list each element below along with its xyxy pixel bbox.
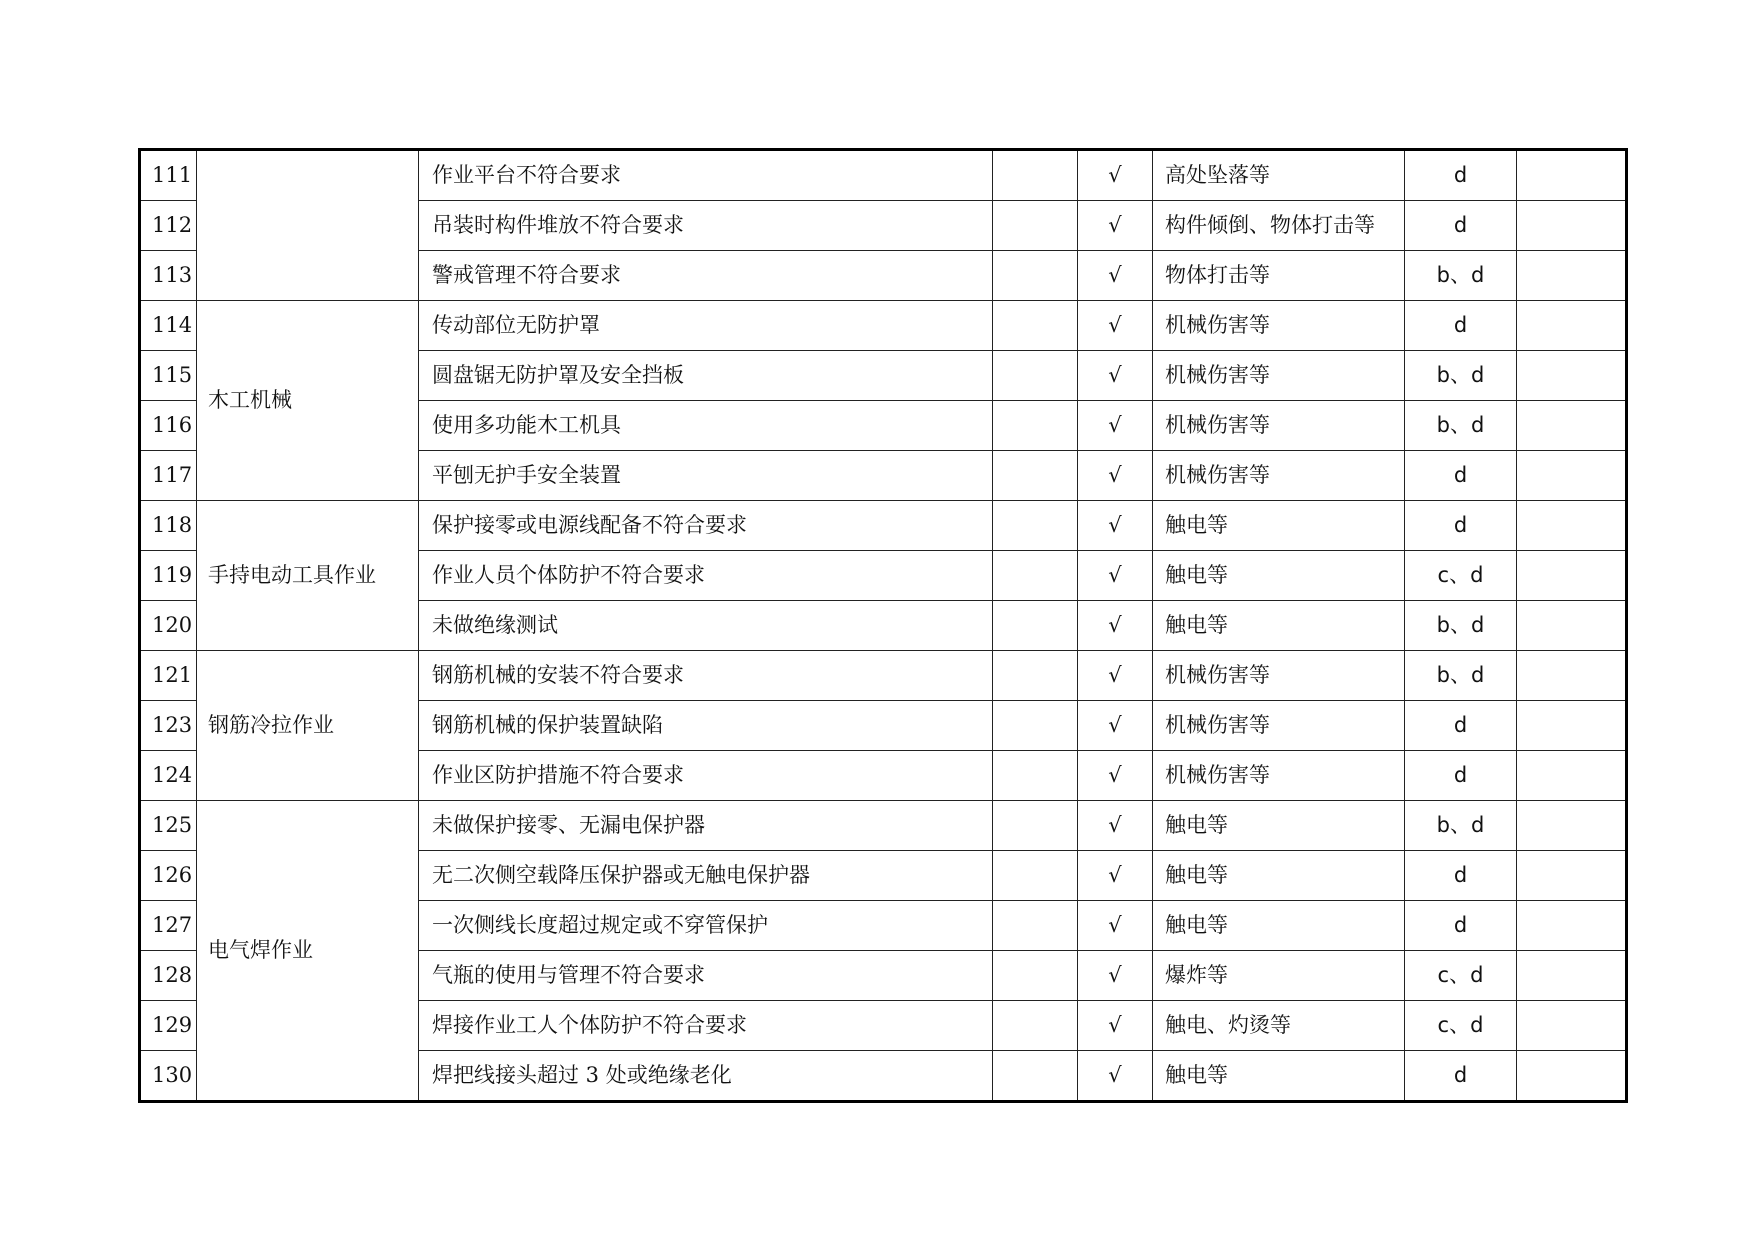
blank-cell <box>993 701 1078 751</box>
row-number: 114 <box>140 301 197 351</box>
row-number: 128 <box>140 951 197 1001</box>
row-number: 127 <box>140 901 197 951</box>
remark-cell <box>1517 851 1627 901</box>
check-mark: √ <box>1078 1001 1153 1051</box>
level-code: c、d <box>1405 1001 1517 1051</box>
blank-cell <box>993 201 1078 251</box>
hazard-item: 气瓶的使用与管理不符合要求 <box>419 951 993 1001</box>
check-mark: √ <box>1078 801 1153 851</box>
level-code: d <box>1405 451 1517 501</box>
remark-cell <box>1517 301 1627 351</box>
hazard-item: 平刨无护手安全装置 <box>419 451 993 501</box>
row-number: 125 <box>140 801 197 851</box>
row-number: 130 <box>140 1051 197 1102</box>
accident-type: 物体打击等 <box>1153 251 1405 301</box>
accident-type: 爆炸等 <box>1153 951 1405 1001</box>
accident-type: 机械伤害等 <box>1153 451 1405 501</box>
table-row <box>140 801 1627 851</box>
remark-cell <box>1517 551 1627 601</box>
row-number: 118 <box>140 501 197 551</box>
row-number: 111 <box>140 150 197 201</box>
remark-cell <box>1517 150 1627 201</box>
accident-type: 高处坠落等 <box>1153 150 1405 201</box>
remark-cell <box>1517 251 1627 301</box>
hazard-item: 作业平台不符合要求 <box>419 150 993 201</box>
remark-cell <box>1517 351 1627 401</box>
table-row <box>140 651 1627 701</box>
level-code: c、d <box>1405 551 1517 601</box>
hazard-item: 作业人员个体防护不符合要求 <box>419 551 993 601</box>
blank-cell <box>993 851 1078 901</box>
table-row <box>140 301 1627 351</box>
blank-cell <box>993 401 1078 451</box>
level-code: d <box>1405 901 1517 951</box>
hazard-item: 保护接零或电源线配备不符合要求 <box>419 501 993 551</box>
remark-cell <box>1517 201 1627 251</box>
row-number: 115 <box>140 351 197 401</box>
accident-type: 机械伤害等 <box>1153 301 1405 351</box>
remark-cell <box>1517 651 1627 701</box>
check-mark: √ <box>1078 301 1153 351</box>
hazard-item: 圆盘锯无防护罩及安全挡板 <box>419 351 993 401</box>
hazard-item: 无二次侧空载降压保护器或无触电保护器 <box>419 851 993 901</box>
hazard-table <box>138 148 1628 1103</box>
level-code: d <box>1405 701 1517 751</box>
remark-cell <box>1517 901 1627 951</box>
row-number: 117 <box>140 451 197 501</box>
blank-cell <box>993 951 1078 1001</box>
blank-cell <box>993 601 1078 651</box>
level-code: d <box>1405 1051 1517 1102</box>
level-code: d <box>1405 851 1517 901</box>
accident-type: 机械伤害等 <box>1153 351 1405 401</box>
remark-cell <box>1517 801 1627 851</box>
level-code: d <box>1405 301 1517 351</box>
row-number: 121 <box>140 651 197 701</box>
blank-cell <box>993 551 1078 601</box>
remark-cell <box>1517 401 1627 451</box>
hazard-item: 钢筋机械的安装不符合要求 <box>419 651 993 701</box>
accident-type: 机械伤害等 <box>1153 751 1405 801</box>
check-mark: √ <box>1078 551 1153 601</box>
row-number: 112 <box>140 201 197 251</box>
remark-cell <box>1517 951 1627 1001</box>
level-code: c、d <box>1405 951 1517 1001</box>
check-mark: √ <box>1078 901 1153 951</box>
accident-type: 触电等 <box>1153 851 1405 901</box>
category-cell: 钢筋冷拉作业 <box>197 651 419 801</box>
level-code: b、d <box>1405 401 1517 451</box>
category-cell: 木工机械 <box>197 301 419 501</box>
accident-type: 触电等 <box>1153 501 1405 551</box>
row-number: 126 <box>140 851 197 901</box>
hazard-item: 未做绝缘测试 <box>419 601 993 651</box>
check-mark: √ <box>1078 251 1153 301</box>
table-row <box>140 150 1627 201</box>
hazard-item: 焊把线接头超过 3 处或绝缘老化 <box>419 1051 993 1102</box>
level-code: b、d <box>1405 801 1517 851</box>
check-mark: √ <box>1078 751 1153 801</box>
check-mark: √ <box>1078 1051 1153 1102</box>
level-code: d <box>1405 751 1517 801</box>
blank-cell <box>993 301 1078 351</box>
blank-cell <box>993 651 1078 701</box>
hazard-item: 吊装时构件堆放不符合要求 <box>419 201 993 251</box>
check-mark: √ <box>1078 201 1153 251</box>
check-mark: √ <box>1078 651 1153 701</box>
accident-type: 触电等 <box>1153 551 1405 601</box>
check-mark: √ <box>1078 851 1153 901</box>
remark-cell <box>1517 751 1627 801</box>
row-number: 116 <box>140 401 197 451</box>
table-row <box>140 501 1627 551</box>
accident-type: 触电、灼烫等 <box>1153 1001 1405 1051</box>
row-number: 129 <box>140 1001 197 1051</box>
check-mark: √ <box>1078 501 1153 551</box>
hazard-item: 钢筋机械的保护装置缺陷 <box>419 701 993 751</box>
category-cell: 电气焊作业 <box>197 801 419 1102</box>
accident-type: 机械伤害等 <box>1153 651 1405 701</box>
row-number: 119 <box>140 551 197 601</box>
row-number: 113 <box>140 251 197 301</box>
level-code: d <box>1405 501 1517 551</box>
blank-cell <box>993 451 1078 501</box>
level-code: b、d <box>1405 251 1517 301</box>
remark-cell <box>1517 601 1627 651</box>
blank-cell <box>993 150 1078 201</box>
check-mark: √ <box>1078 701 1153 751</box>
accident-type: 机械伤害等 <box>1153 701 1405 751</box>
level-code: d <box>1405 150 1517 201</box>
blank-cell <box>993 901 1078 951</box>
blank-cell <box>993 501 1078 551</box>
level-code: d <box>1405 201 1517 251</box>
blank-cell <box>993 251 1078 301</box>
category-cell <box>197 150 419 301</box>
check-mark: √ <box>1078 401 1153 451</box>
hazard-item: 一次侧线长度超过规定或不穿管保护 <box>419 901 993 951</box>
row-number: 124 <box>140 751 197 801</box>
blank-cell <box>993 351 1078 401</box>
hazard-item: 传动部位无防护罩 <box>419 301 993 351</box>
blank-cell <box>993 1001 1078 1051</box>
remark-cell <box>1517 501 1627 551</box>
check-mark: √ <box>1078 601 1153 651</box>
accident-type: 触电等 <box>1153 601 1405 651</box>
remark-cell <box>1517 1001 1627 1051</box>
category-cell: 手持电动工具作业 <box>197 501 419 651</box>
level-code: b、d <box>1405 601 1517 651</box>
remark-cell <box>1517 1051 1627 1102</box>
accident-type: 触电等 <box>1153 901 1405 951</box>
check-mark: √ <box>1078 351 1153 401</box>
level-code: b、d <box>1405 351 1517 401</box>
hazard-item: 警戒管理不符合要求 <box>419 251 993 301</box>
remark-cell <box>1517 701 1627 751</box>
blank-cell <box>993 801 1078 851</box>
hazard-item: 未做保护接零、无漏电保护器 <box>419 801 993 851</box>
check-mark: √ <box>1078 150 1153 201</box>
row-number: 120 <box>140 601 197 651</box>
remark-cell <box>1517 451 1627 501</box>
accident-type: 构件倾倒、物体打击等 <box>1153 201 1405 251</box>
check-mark: √ <box>1078 451 1153 501</box>
blank-cell <box>993 751 1078 801</box>
hazard-item: 使用多功能木工机具 <box>419 401 993 451</box>
row-number: 123 <box>140 701 197 751</box>
level-code: b、d <box>1405 651 1517 701</box>
hazard-item: 作业区防护措施不符合要求 <box>419 751 993 801</box>
check-mark: √ <box>1078 951 1153 1001</box>
hazard-item: 焊接作业工人个体防护不符合要求 <box>419 1001 993 1051</box>
accident-type: 触电等 <box>1153 1051 1405 1102</box>
accident-type: 触电等 <box>1153 801 1405 851</box>
blank-cell <box>993 1051 1078 1102</box>
accident-type: 机械伤害等 <box>1153 401 1405 451</box>
